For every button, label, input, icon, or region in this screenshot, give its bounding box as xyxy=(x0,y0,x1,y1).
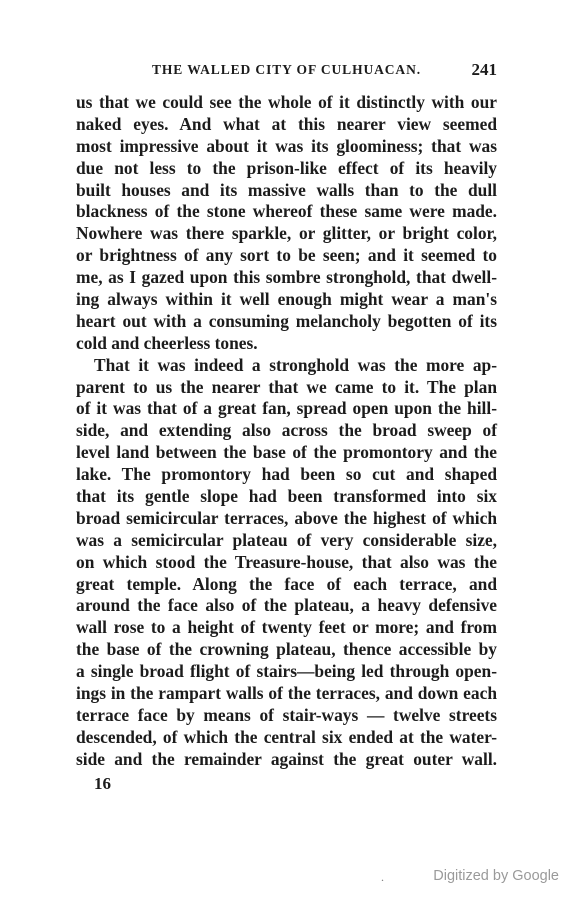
text-line: built houses and its massive walls than to the dull xyxy=(76,179,497,200)
text-line: that its gentle slope had been transformed into six xyxy=(76,486,497,507)
text-line: side and the remainder against the great outer wall. xyxy=(76,748,497,769)
text-line: the base of the crowning plateau, thence accessible by xyxy=(76,639,497,660)
page-number: 241 xyxy=(471,60,497,79)
digitized-watermark: Digitized by Google xyxy=(433,868,559,884)
text-line: blackness of the stone whereof these same were made. xyxy=(76,201,497,222)
text-line: or brightness of any sort to be seen; and it seemed to xyxy=(76,245,497,266)
text-line: ings in the rampart walls of the terraces, and down each xyxy=(76,683,497,704)
text-line: great temple. Along the face of each terrace, and xyxy=(76,573,497,594)
text-line: parent to us the nearer that we came to it. The plan xyxy=(76,376,497,397)
text-line: heart out with a consuming melancholy begotten of its xyxy=(76,310,497,331)
text-line: us that we could see the whole of it distinctly with our xyxy=(76,92,497,112)
text-line: a single broad flight of stairs—being led through open- xyxy=(76,661,497,682)
text-line: ing always within it well enough might wear a man's xyxy=(76,289,497,310)
text-line: around the face also of the plateau, a heavy defensive xyxy=(76,595,497,616)
text-line: of it was that of a great fan, spread open upon the hill- xyxy=(76,398,497,419)
body-text xyxy=(76,92,497,771)
text-line: was a semicircular plateau of very considerable size, xyxy=(76,529,497,550)
text-line: on which stood the Treasure-house, that also was the xyxy=(76,551,497,572)
text-line: lake. The promontory had been so cut and shaped xyxy=(76,464,497,485)
text-line: Nowhere was there sparkle, or glitter, or bright color, xyxy=(76,223,497,244)
text-line: wall rose to a height of twenty feet or more; and from xyxy=(76,617,497,638)
running-head xyxy=(76,62,497,82)
text-line: level land between the base of the promontory and the xyxy=(76,442,497,463)
text-line: most impressive about it was its gloominess; that was xyxy=(76,135,497,156)
text-line: broad semicircular terraces, above the highest of which xyxy=(76,507,497,528)
text-line: That it was indeed a stronghold was the more ap- xyxy=(94,354,497,375)
running-title: THE WALLED CITY OF CULHUACAN. xyxy=(152,62,422,77)
text-line: side, and extending also across the broad sweep of xyxy=(76,420,497,441)
text-line: terrace face by means of stair-ways — twelve streets xyxy=(76,704,497,725)
text-line: due not less to the prison-like effect of its heavily xyxy=(76,157,497,178)
signature-mark: 16 xyxy=(94,774,111,793)
text-line: me, as I gazed upon this sombre stronghold, that dwell- xyxy=(76,267,497,288)
scan-dot: . xyxy=(381,870,384,884)
text-line: cold and cheerless tones. xyxy=(76,332,258,353)
text-line: naked eyes. And what at this nearer view seemed xyxy=(76,113,497,134)
text-line: descended, of which the central six ended at the water- xyxy=(76,726,497,747)
